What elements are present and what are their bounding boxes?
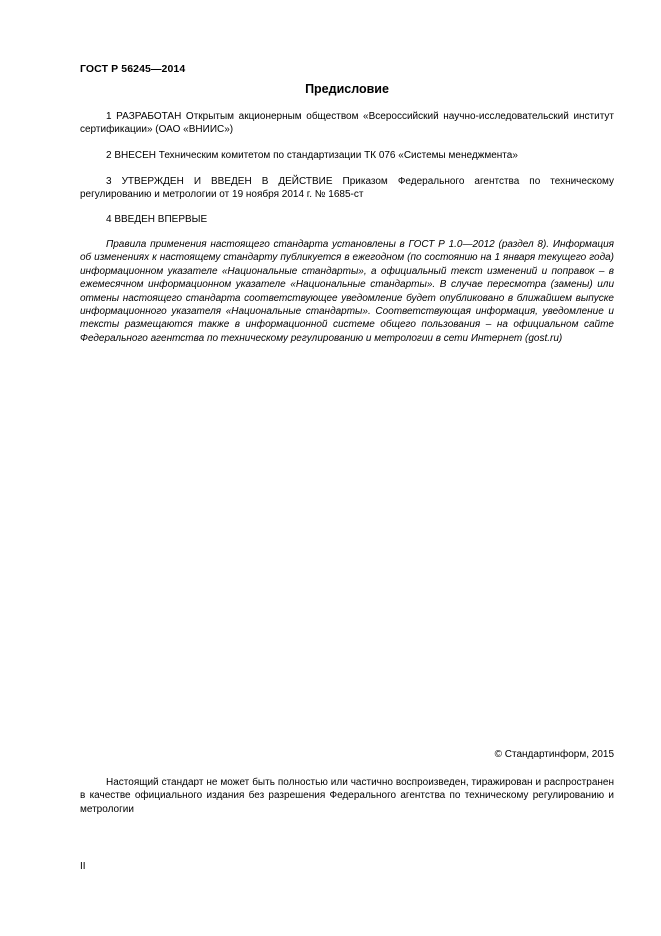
standard-code: ГОСТ Р 56245—2014 <box>80 63 186 75</box>
copyright-notice: © Стандартинформ, 2015 <box>494 749 614 760</box>
page-number: II <box>80 861 86 872</box>
foreword-item-developed: 1 РАЗРАБОТАН Открытым акционерным обществом «Всероссийский научно-исследовательский институт сертификации» (ОАО «ВНИИС») <box>80 111 614 136</box>
foreword-item-submitted: 2 ВНЕСЕН Техническим комитетом по стандартизации ТК 076 «Системы менеджмента» <box>106 150 518 161</box>
application-rules-note: Правила применения настоящего стандарта установлены в ГОСТ Р 1.0—2012 (раздел 8). Информация об изменениях к настоящему стандарту публикуется в ежегодном (по состоянию на 1 января текущего года) информационном указателе «Национальные стандарты», а официальный текст изменений и поправок – в ежемесячном информационном указателе «Национальные стандарты». В случае пересмотра (замены) или отмены настоящего стандарта соответствующее уведомление будет опубликовано в ближайшем выпуске информационного указателя «Национальные стандарты». Соответствующая информация, уведомление и тексты размещаются также в информационной системе общего пользования – на официальном сайте Федерального агентства по техническому регулированию и метрологии в сети Интернет (gost.ru) <box>80 239 614 344</box>
page-title: Предисловие <box>305 82 389 96</box>
foreword-item-introduced: 4 ВВЕДЕН ВПЕРВЫЕ <box>106 214 208 225</box>
reproduction-notice: Настоящий стандарт не может быть полностью или частично воспроизведен, тиражирован и распространен в качестве официального издания без разрешения Федерального агентства по техническому регулированию и метрологии <box>80 777 614 815</box>
foreword-item-approved: 3 УТВЕРЖДЕН И ВВЕДЕН В ДЕЙСТВИЕ Приказом Федерального агентства по техническому регулированию и метрологии от 19 ноября 2014 г. № 1685-ст <box>80 176 614 201</box>
